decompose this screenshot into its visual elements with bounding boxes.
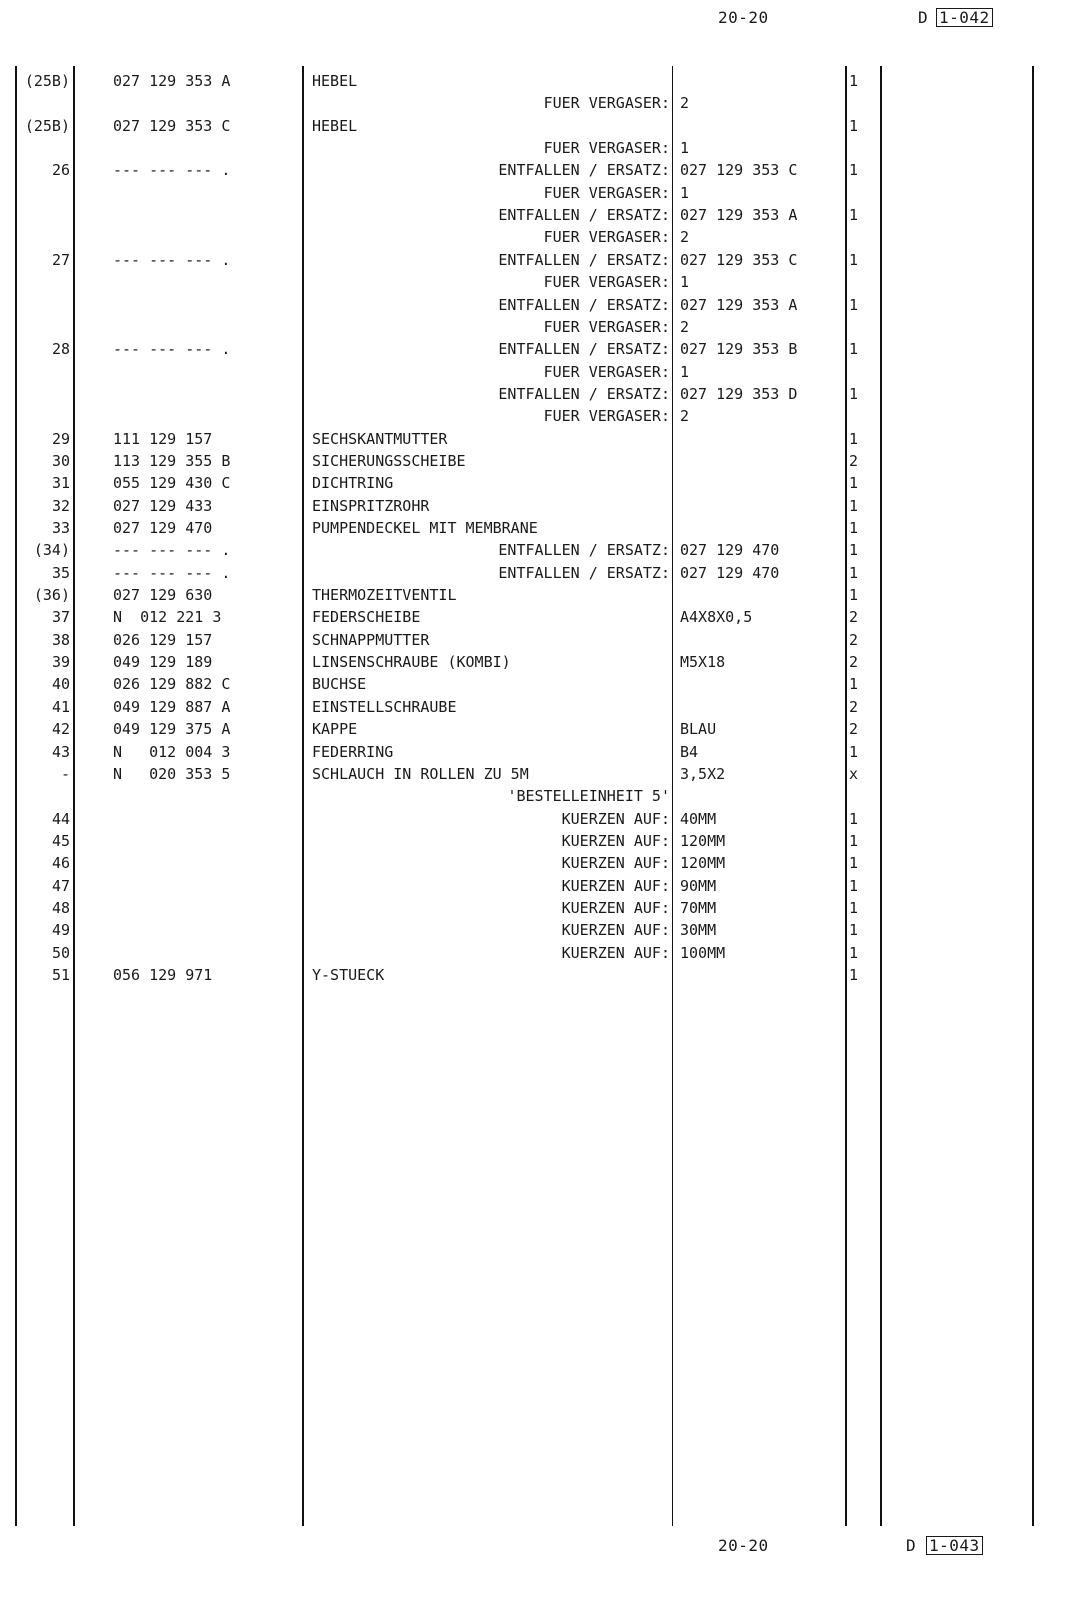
footer-page-number: 20-20 <box>718 1536 769 1555</box>
row-part-number: --- --- --- . <box>113 340 231 359</box>
row-quantity: 1 <box>848 563 858 582</box>
row-part-number: 027 129 353 C <box>113 116 231 135</box>
row-description: FEDERRING <box>312 742 394 761</box>
row-position: 28 <box>51 340 70 359</box>
row-specification: 40MM <box>680 809 717 828</box>
table-row <box>0 875 1080 898</box>
row-description: EINSPRITZROHR <box>312 496 430 515</box>
row-specification: 70MM <box>680 898 717 917</box>
row-position: 50 <box>51 943 70 962</box>
row-position: 32 <box>51 496 70 515</box>
row-note: ENTFALLEN / ERSATZ: <box>498 161 670 180</box>
table-row <box>0 428 1080 451</box>
table-row <box>0 808 1080 831</box>
row-quantity: 1 <box>848 116 858 135</box>
row-part-number: 113 129 355 B <box>113 451 231 470</box>
row-note: ENTFALLEN / ERSATZ: <box>498 295 670 314</box>
table-row <box>0 249 1080 272</box>
row-note: KUERZEN AUF: <box>561 921 670 940</box>
table-row <box>0 964 1080 987</box>
row-description: HEBEL <box>312 116 358 135</box>
row-quantity: 1 <box>848 854 858 873</box>
row-part-number: 049 129 887 A <box>113 697 231 716</box>
row-specification: 1 <box>680 183 690 202</box>
row-quantity: 2 <box>848 720 858 739</box>
row-description: DICHTRING <box>312 474 394 493</box>
row-specification: 027 129 353 A <box>680 206 798 225</box>
table-row <box>0 673 1080 696</box>
row-part-number: 056 129 971 <box>113 966 213 984</box>
row-specification: 027 129 353 D <box>680 384 798 403</box>
table-row <box>0 361 1080 384</box>
row-part-number: N 012 004 3 <box>113 742 231 761</box>
row-quantity: 1 <box>848 966 858 984</box>
row-note: KUERZEN AUF: <box>561 898 670 917</box>
row-note: FUER VERGASER: <box>543 139 670 158</box>
row-position: 30 <box>51 451 70 470</box>
row-position: 35 <box>51 563 70 582</box>
row-part-number: 027 129 353 A <box>113 72 231 90</box>
row-note: ENTFALLEN / ERSATZ: <box>498 340 670 359</box>
table-row <box>0 785 1080 808</box>
row-part-number: --- --- --- . <box>113 250 231 269</box>
row-part-number: 027 129 433 <box>113 496 213 515</box>
table-row <box>0 852 1080 875</box>
header-prefix: D <box>918 8 929 27</box>
table-row <box>0 137 1080 160</box>
row-specification: 3,5X2 <box>680 764 726 783</box>
row-quantity: 1 <box>848 943 858 962</box>
footer-reference-box: 1-043 <box>926 1536 983 1555</box>
row-quantity: 1 <box>848 72 858 90</box>
row-position: 43 <box>51 742 70 761</box>
row-description: SCHLAUCH IN ROLLEN ZU 5M <box>312 764 529 783</box>
row-position: 41 <box>51 697 70 716</box>
row-specification: 120MM <box>680 854 726 873</box>
row-description: SCHNAPPMUTTER <box>312 630 430 649</box>
row-quantity: 2 <box>848 630 858 649</box>
row-position: 26 <box>51 161 70 180</box>
row-position: 51 <box>51 966 70 984</box>
row-quantity: 1 <box>848 161 858 180</box>
row-quantity: 1 <box>848 675 858 694</box>
table-row <box>0 450 1080 473</box>
row-position: 48 <box>51 898 70 917</box>
row-position: (25B) <box>24 116 70 135</box>
header-reference <box>936 8 993 27</box>
row-part-number: 049 129 189 <box>113 653 213 672</box>
row-specification: 2 <box>680 228 690 247</box>
row-position: 33 <box>51 519 70 537</box>
row-position: 37 <box>51 608 70 627</box>
row-note: FUER VERGASER: <box>543 407 670 426</box>
table-row <box>0 942 1080 965</box>
row-note: FUER VERGASER: <box>543 362 670 381</box>
row-quantity: 1 <box>848 250 858 269</box>
table-row <box>0 472 1080 495</box>
row-note: FUER VERGASER: <box>543 317 670 336</box>
row-description: SICHERUNGSSCHEIBE <box>312 451 466 470</box>
row-part-number: --- --- --- . <box>113 541 231 560</box>
row-position: (36) <box>33 586 70 605</box>
row-part-number: N 020 353 5 <box>113 764 231 783</box>
table-row <box>0 830 1080 853</box>
header-reference-box: 1-042 <box>936 8 993 27</box>
row-position: 44 <box>51 809 70 828</box>
row-quantity: 1 <box>848 876 858 895</box>
row-note: KUERZEN AUF: <box>561 831 670 850</box>
table-row <box>0 383 1080 406</box>
table-row <box>0 294 1080 317</box>
row-note: KUERZEN AUF: <box>561 943 670 962</box>
table-row <box>0 718 1080 741</box>
row-position: 47 <box>51 876 70 895</box>
table-row <box>0 338 1080 361</box>
row-note: ENTFALLEN / ERSATZ: <box>498 563 670 582</box>
row-specification: 1 <box>680 273 690 292</box>
row-note: ENTFALLEN / ERSATZ: <box>498 206 670 225</box>
row-specification: 027 129 470 <box>680 541 780 560</box>
row-quantity: 1 <box>848 921 858 940</box>
table-row <box>0 405 1080 428</box>
table-row <box>0 696 1080 719</box>
row-specification: A4X8X0,5 <box>680 608 753 627</box>
table-row <box>0 271 1080 294</box>
row-position: (34) <box>33 541 70 560</box>
row-position: 40 <box>51 675 70 694</box>
row-note: FUER VERGASER: <box>543 228 670 247</box>
row-position: (25B) <box>24 72 70 90</box>
row-description: EINSTELLSCHRAUBE <box>312 697 457 716</box>
row-part-number: --- --- --- . <box>113 161 231 180</box>
table-row <box>0 584 1080 607</box>
row-quantity: x <box>848 764 858 783</box>
row-specification: 30MM <box>680 921 717 940</box>
row-specification: 90MM <box>680 876 717 895</box>
row-specification: 027 129 353 C <box>680 161 798 180</box>
table-row <box>0 562 1080 585</box>
row-part-number: 055 129 430 C <box>113 474 231 493</box>
row-note: ENTFALLEN / ERSATZ: <box>498 250 670 269</box>
table-row <box>0 495 1080 518</box>
row-specification: B4 <box>680 742 699 761</box>
row-description: PUMPENDECKEL MIT MEMBRANE <box>312 519 538 537</box>
row-note: KUERZEN AUF: <box>561 809 670 828</box>
table-row <box>0 517 1080 540</box>
row-part-number: 026 129 157 <box>113 630 213 649</box>
table-row <box>0 70 1080 93</box>
row-specification: 100MM <box>680 943 726 962</box>
header-page-number: 20-20 <box>718 8 769 27</box>
table-row <box>0 897 1080 920</box>
row-specification: 2 <box>680 407 690 426</box>
row-description: KAPPE <box>312 720 358 739</box>
row-quantity: 1 <box>848 295 858 314</box>
row-part-number: 111 129 157 <box>113 429 213 448</box>
row-quantity: 1 <box>848 809 858 828</box>
table-row <box>0 182 1080 205</box>
row-note: FUER VERGASER: <box>543 94 670 113</box>
row-position: 39 <box>51 653 70 672</box>
row-note: ENTFALLEN / ERSATZ: <box>498 384 670 403</box>
table-row <box>0 741 1080 764</box>
row-specification: BLAU <box>680 720 717 739</box>
row-note: FUER VERGASER: <box>543 183 670 202</box>
row-position: 45 <box>51 831 70 850</box>
row-description: BUCHSE <box>312 675 367 694</box>
row-quantity: 2 <box>848 697 858 716</box>
row-position: 49 <box>51 921 70 940</box>
row-specification: 2 <box>680 317 690 336</box>
footer-prefix: D <box>906 1536 917 1555</box>
row-quantity: 1 <box>848 831 858 850</box>
row-quantity: 1 <box>848 742 858 761</box>
row-specification: 027 129 353 C <box>680 250 798 269</box>
row-description: FEDERSCHEIBE <box>312 608 421 627</box>
table-row <box>0 115 1080 138</box>
row-quantity: 1 <box>848 898 858 917</box>
table-row <box>0 919 1080 942</box>
table-row <box>0 92 1080 115</box>
row-specification: M5X18 <box>680 653 726 672</box>
row-position: 31 <box>51 474 70 493</box>
row-quantity: 2 <box>848 608 858 627</box>
row-specification: 2 <box>680 94 690 113</box>
row-quantity: 1 <box>848 586 858 605</box>
row-position: 27 <box>51 250 70 269</box>
row-note: KUERZEN AUF: <box>561 854 670 873</box>
row-note: FUER VERGASER: <box>543 273 670 292</box>
footer-reference <box>926 1536 983 1555</box>
row-quantity: 1 <box>848 541 858 560</box>
row-quantity: 1 <box>848 206 858 225</box>
row-specification: 027 129 353 A <box>680 295 798 314</box>
row-position: - <box>60 764 70 783</box>
row-part-number: N 012 221 3 <box>113 608 222 627</box>
row-note: 'BESTELLEINHEIT 5' <box>507 787 670 806</box>
row-part-number: 049 129 375 A <box>113 720 231 739</box>
row-description: THERMOZEITVENTIL <box>312 586 457 605</box>
row-specification: 120MM <box>680 831 726 850</box>
row-description: LINSENSCHRAUBE (KOMBI) <box>312 653 511 672</box>
row-specification: 027 129 353 B <box>680 340 798 359</box>
row-description: HEBEL <box>312 72 358 90</box>
table-row <box>0 539 1080 562</box>
row-quantity: 2 <box>848 451 858 470</box>
row-specification: 1 <box>680 139 690 158</box>
table-row <box>0 226 1080 249</box>
row-part-number: 027 129 630 <box>113 586 213 605</box>
row-note: KUERZEN AUF: <box>561 876 670 895</box>
row-position: 46 <box>51 854 70 873</box>
row-specification: 1 <box>680 362 690 381</box>
table-row <box>0 629 1080 652</box>
row-specification: 027 129 470 <box>680 563 780 582</box>
table-row <box>0 606 1080 629</box>
table-row <box>0 204 1080 227</box>
row-quantity: 1 <box>848 519 858 537</box>
row-quantity: 2 <box>848 653 858 672</box>
row-description: SECHSKANTMUTTER <box>312 429 448 448</box>
row-part-number: 026 129 882 C <box>113 675 231 694</box>
row-position: 42 <box>51 720 70 739</box>
row-description: Y-STUECK <box>312 966 385 984</box>
table-row <box>0 316 1080 339</box>
row-quantity: 1 <box>848 474 858 493</box>
table-row <box>0 763 1080 786</box>
table-row <box>0 159 1080 182</box>
table-row <box>0 651 1080 674</box>
row-part-number: --- --- --- . <box>113 563 231 582</box>
row-position: 29 <box>51 429 70 448</box>
row-quantity: 1 <box>848 340 858 359</box>
row-quantity: 1 <box>848 384 858 403</box>
row-quantity: 1 <box>848 429 858 448</box>
row-position: 38 <box>51 630 70 649</box>
row-note: ENTFALLEN / ERSATZ: <box>498 541 670 560</box>
row-quantity: 1 <box>848 496 858 515</box>
row-part-number: 027 129 470 <box>113 519 213 537</box>
